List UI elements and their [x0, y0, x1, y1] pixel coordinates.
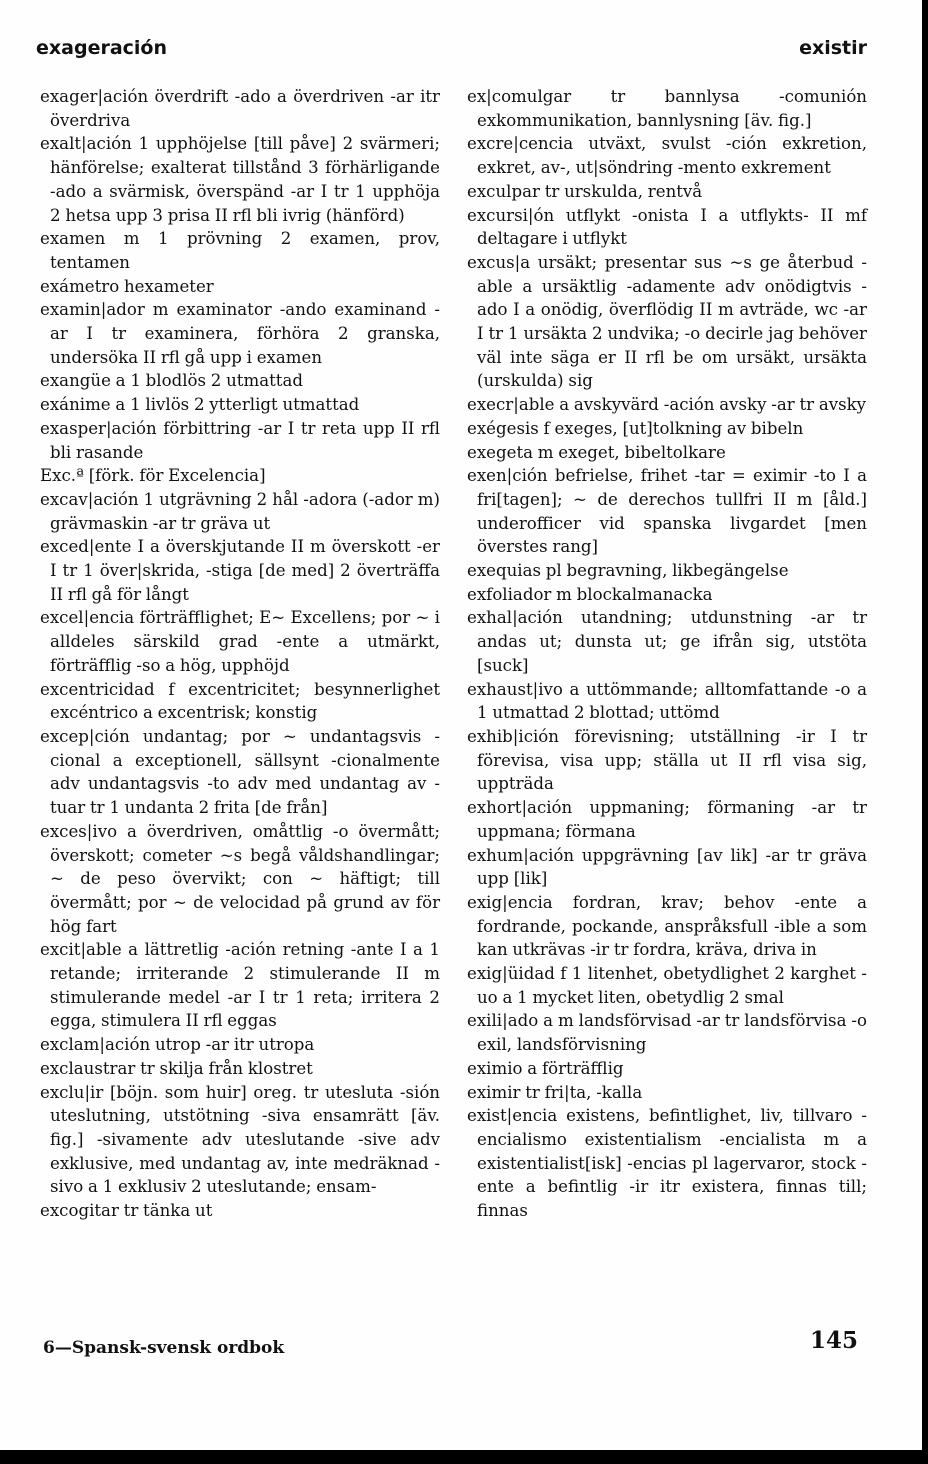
dictionary-entry: excre|cencia utväxt, svulst -ción exkretion, exkret, av-, ut|söndring -mento exkrement	[467, 134, 867, 178]
dictionary-entry: exclaustrar tr skilja från klostret	[40, 1058, 313, 1078]
dictionary-entry: excursi|ón utflykt -onista I a utflykts- II mf deltagare i utflykt	[467, 205, 867, 249]
dictionary-entry: eximio a förträfflig	[467, 1058, 624, 1078]
dictionary-entry: exig|encia fordran, krav; behov -ente a fordrande, pockande, anspråksfull -ible a som kan utkrävas -ir tr fordra, kräva, driva in	[467, 892, 867, 960]
dictionary-entry: exager|ación överdrift -ado a överdriven -ar itr överdriva	[40, 87, 440, 130]
dictionary-entry: exist|encia existens, befintlighet, liv, tillvaro -encialismo existentialism -encialista m a existentialist[isk] -encias pl lagervaror, stock -ente a befintlig -ir itr existera, finnas till; finnas	[467, 1106, 867, 1221]
dictionary-entry: excentricidad f excentricitet; besynnerlighet excéntrico a excentrisk; konstig	[40, 679, 440, 723]
dictionary-entry: exig|üidad f 1 litenhet, obetydlighet 2 karghet -uo a 1 mycket liten, obetydlig 2 smal	[467, 964, 867, 1007]
dictionary-entry: excav|ación 1 utgrävning 2 hål -adora (-ador m) grävmaskin -ar tr gräva ut	[40, 489, 440, 533]
page-number: 145	[809, 1327, 858, 1354]
dictionary-entry: exced|ente I a överskjutande II m överskott -er I tr 1 över|skrida, -stiga [de med] 2 överträffa II rfl gå för långt	[40, 537, 440, 604]
dictionary-entry: exculpar tr urskulda, rentvå	[467, 181, 703, 201]
dictionary-entry: excit|able a lättretlig -ación retning -ante I a 1 retande; irriterande 2 stimulerande II m stimulerande medel -ar I tr 1 reta; irritera 2 egga, stimulera II rfl eggas	[40, 940, 440, 1031]
dictionary-entry: exfoliador m blockalmanacka	[467, 584, 713, 604]
dictionary-entry: Exc.ª [förk. för Excelencia]	[40, 466, 266, 486]
right-column	[467, 85, 867, 1223]
dictionary-entry: excep|ción undantag; por ~ undantagsvis -cional a exceptionell, sällsynt -cionalmente adv undantagsvis -to adv med undantag av -tuar tr 1 undanta 2 frita [de från]	[40, 726, 440, 818]
dictionary-entry: examen m 1 prövning 2 examen, prov, tentamen	[40, 229, 440, 272]
dictionary-entry: exalt|ación 1 upphöjelse [till påve] 2 svärmeri; hänförelse; exalterat tillstånd 3 förhärligande -ado a svärmisk, överspänd -ar I tr 1 upphöja 2 hetsa upp 3 prisa II rfl bli ivrig (hänförd)	[40, 134, 440, 225]
dictionary-entry: excel|encia förträfflighet; E~ Excellens; por ~ i alldeles särskild grad -ente a utmärkt, förträfflig -so a hög, upphöjd	[40, 608, 440, 675]
dictionary-entry: exequias pl begravning, likbegängelse	[467, 561, 789, 581]
dictionary-entry: exánime a 1 livlös 2 ytterligt utmattad	[40, 395, 360, 415]
dictionary-entry: exili|ado a m landsförvisad -ar tr landsförvisa -o exil, landsförvisning	[467, 1011, 867, 1055]
dictionary-entry: exasper|ación förbittring -ar I tr reta upp II rfl bli rasande	[40, 418, 440, 462]
dictionary-entry: exclam|ación utrop -ar itr utropa	[40, 1035, 315, 1055]
dictionary-entry: exhum|ación uppgrävning [av lik] -ar tr gräva upp [lik]	[467, 845, 867, 889]
dictionary-entry: exangüe a 1 blodlös 2 utmattad	[40, 371, 303, 391]
guide-word-right: existir	[799, 37, 867, 59]
dictionary-entry: exhal|ación utandning; utdunstning -ar tr andas ut; dunsta ut; ge ifrån sig, utstöta [suck]	[467, 608, 867, 675]
dictionary-entry: execr|able a avskyvärd -ación avsky -ar tr avsky	[467, 395, 867, 415]
dictionary-entry: examin|ador m examinator -ando examinand -ar I tr examinera, förhöra 2 granska, undersöka II rfl gå upp i examen	[40, 300, 440, 367]
dictionary-entry: exclu|ir [böjn. som huir] oreg. tr utesluta -sión uteslutning, utstötning -siva ensamrätt [äv. fig.] -sivamente adv uteslutande -sive adv exklusive, med undantag av, inte medräknad -sivo a 1 exklusiv 2 uteslutande; ensam-	[40, 1082, 440, 1197]
guide-word-left: exageración	[36, 37, 167, 59]
dictionary-entry: exhort|ación uppmaning; förmaning -ar tr uppmana; förmana	[467, 798, 867, 841]
dictionary-entry: excus|a ursäkt; presentar sus ~s ge återbud -able a ursäktlig -adamente adv onödigtvis -ado I a onödig, överflödig II m avträde, wc -ar I tr 1 ursäkta 2 undvika; -o decirle jag behöver väl inte säga er II rfl be om ursäkt, ursäkta (urskulda) sig	[467, 252, 867, 391]
dictionary-entry: eximir tr fri|ta, -kalla	[467, 1082, 643, 1102]
dictionary-entry: exegeta m exeget, bibeltolkare	[467, 442, 726, 462]
dictionary-entry: exces|ivo a överdriven, omåttlig -o övermått; överskott; cometer ~s begå våldshandlingar; ~ de peso övervikt; con ~ häftigt; till övermått; por ~ de velocidad på grund av för hög fart	[40, 821, 440, 936]
dictionary-entry: exégesis f exeges, [ut]tolkning av bibeln	[467, 418, 804, 438]
dictionary-entry: exen|ción befrielse, frihet -tar = eximir -to I a fri[tagen]; ~ de derechos tullfri II m [åld.] underofficer vid spanska livgardet [men överstes rang]	[467, 466, 867, 557]
dictionary-entry: excogitar tr tänka ut	[40, 1201, 213, 1221]
left-column	[40, 85, 440, 1223]
dictionary-entry: ex|comulgar tr bannlysa -comunión exkommunikation, bannlysning [äv. fig.]	[467, 87, 867, 130]
dictionary-entry: exhaust|ivo a uttömmande; alltomfattande -o a 1 utmattad 2 blottad; uttömd	[467, 679, 867, 723]
signature-mark: 6—Spansk-svensk ordbok	[43, 1338, 285, 1358]
dictionary-entry: exhib|ición förevisning; utställning -ir I tr förevisa, visa upp; ställa ut II rfl visa sig, uppträda	[467, 726, 867, 794]
dictionary-entry: exámetro hexameter	[40, 276, 214, 296]
